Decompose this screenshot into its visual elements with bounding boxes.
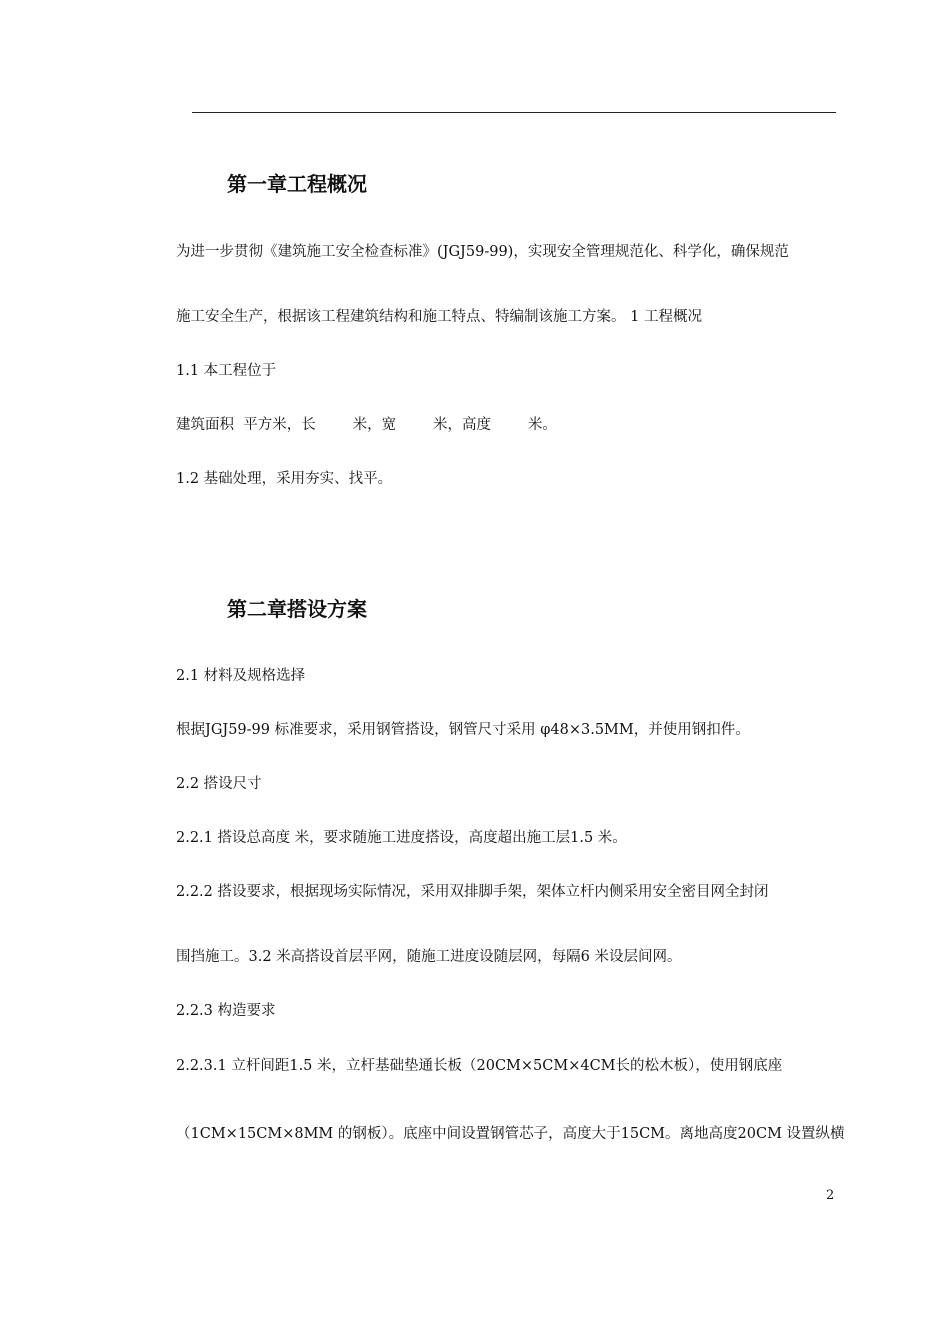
paragraph-line: 1.1 本工程位于 <box>176 363 277 379</box>
paragraph-line: 1.2 基础处理，采用夯实、找平。 <box>176 471 393 487</box>
paragraph-line: 建筑面积 平方米，长 米，宽 米，高度 米。 <box>176 417 557 433</box>
paragraph-line: （1CM×15CM×8MM 的钢板）。底座中间设置钢管芯子，高度大于15CM。离地高度20CM 设置纵横 <box>176 1126 845 1142</box>
paragraph-line: 根据JGJ59-99 标准要求，采用钢管搭设，钢管尺寸采用 φ48×3.5MM，并使用钢扣件。 <box>176 722 750 738</box>
chapter-1-heading: 第一章工程概况 <box>227 172 367 196</box>
header-rule <box>192 112 836 113</box>
page-number: 2 <box>826 1188 835 1203</box>
paragraph-line: 为进一步贯彻《建筑施工安全检查标准》(JGJ59-99)，实现安全管理规范化、科学化，确保规范 <box>176 244 789 260</box>
paragraph-line: 施工安全生产，根据该工程建筑结构和施工特点、特编制该施工方案。 1 工程概况 <box>176 309 702 325</box>
paragraph-line: 2.2.1 搭设总高度 米，要求随施工进度搭设，高度超出施工层1.5 米。 <box>176 830 627 846</box>
chapter-2-heading: 第二章搭设方案 <box>227 597 367 621</box>
paragraph-line: 围挡施工。3.2 米高搭设首层平网，随施工进度设随层网，每隔6 米设层间网。 <box>176 949 682 965</box>
paragraph-line: 2.2.2 搭设要求，根据现场实际情况，采用双排脚手架，架体立杆内侧采用安全密目网全封闭 <box>176 884 769 900</box>
paragraph-line: 2.2.3.1 立杆间距1.5 米，立杆基础垫通长板（20CM×5CM×4CM长的松木板），使用钢底座 <box>176 1058 783 1074</box>
paragraph-line: 2.2 搭设尺寸 <box>176 776 262 792</box>
paragraph-line: 2.1 材料及规格选择 <box>176 668 306 684</box>
paragraph-line: 2.2.3 构造要求 <box>176 1003 276 1019</box>
